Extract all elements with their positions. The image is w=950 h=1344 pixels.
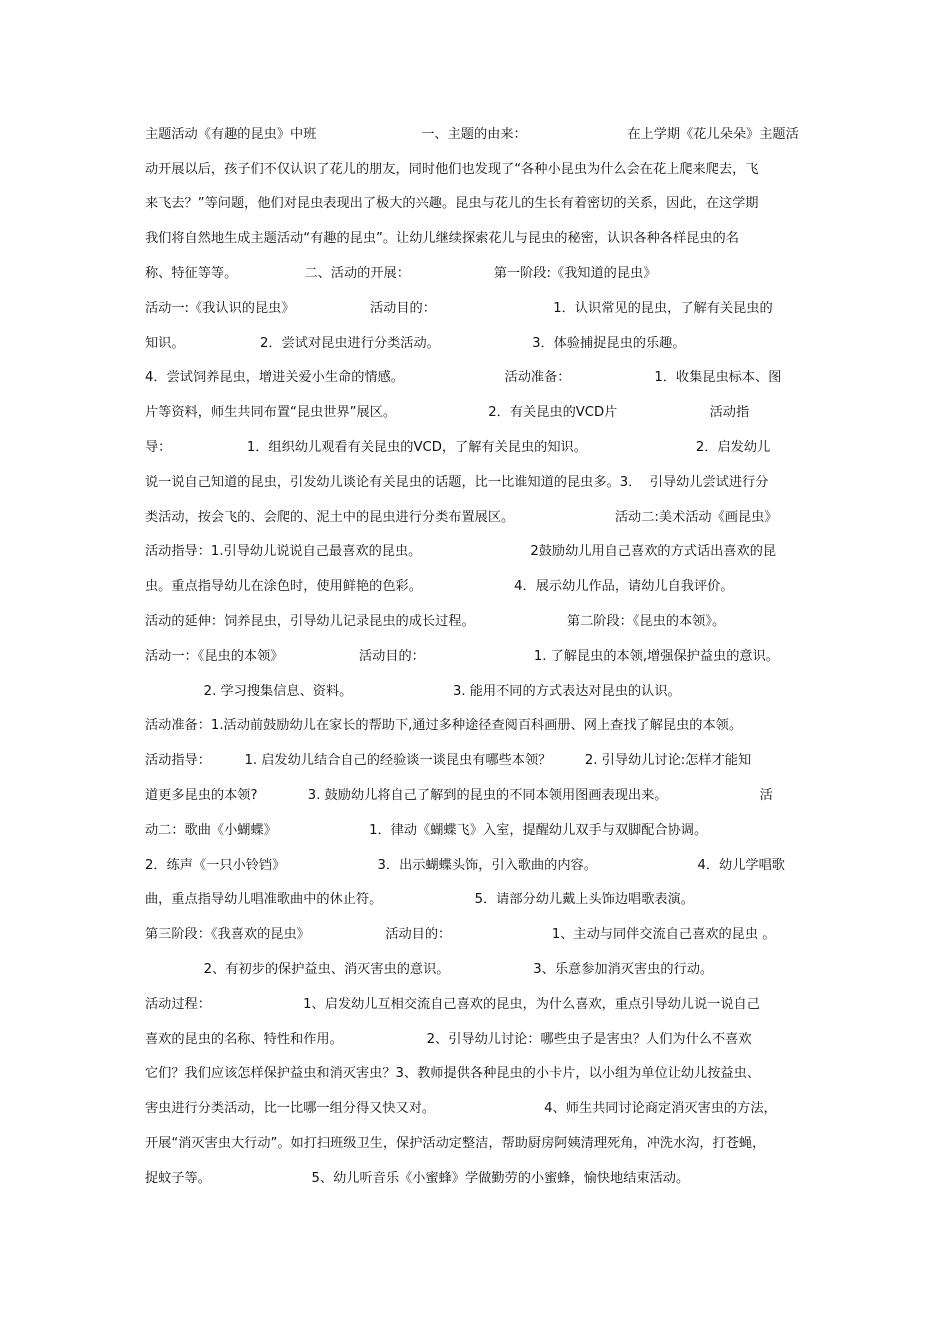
text-line: 动开展以后，孩子们不仅认识了花儿的朋友，同时他们也发现了“各种小昆虫为什么会在花上爬来爬去，飞 <box>145 162 759 177</box>
text-line: 动二：歌曲《小蝴蝶》 1．律动《蝴蝶飞》入室，提醒幼儿双手与双脚配合协调。 <box>145 823 708 838</box>
text-line: 虫。重点指导幼儿在涂色时，使用鲜艳的色彩。 4．展示幼儿作品，请幼儿自我评价。 <box>145 579 734 594</box>
text-line: 捉蚊子等。 5、幼儿听音乐《小蜜蜂》学做勤劳的小蜜蜂，愉快地结束活动。 <box>145 1171 690 1186</box>
text-line: 来飞去？”等问题，他们对昆虫表现出了极大的兴趣。昆虫与花儿的生长有着密切的关系，因此，在这学期 <box>145 196 759 211</box>
text-line: 2．练声《一只小铃铛》 3．出示蝴蝶头饰，引入歌曲的内容。 4．幼儿学唱歌 <box>145 858 785 873</box>
text-line: 活动一:《我认识的昆虫》 活动目的： 1．认识常见的昆虫，了解有关昆虫的 <box>145 301 773 316</box>
text-line: 喜欢的昆虫的名称、特性和作用。 2、引导幼儿讨论：哪些虫子是害虫？人们为什么不喜欢 <box>145 1032 752 1047</box>
text-line: 害虫进行分类活动，比一比哪一组分得又快又对。 4、师生共同讨论商定消灭害虫的方法， <box>145 1101 777 1116</box>
text-line: 活动的延伸：饲养昆虫，引导幼儿记录昆虫的成长过程。 第二阶段：《昆虫的本领》。 <box>145 614 726 629</box>
text-line: 它们？我们应该怎样保护益虫和消灭害虫？3、教师提供各种昆虫的小卡片，以小组为单位让幼儿按益虫、 <box>145 1066 761 1081</box>
text-line: 曲，重点指导幼儿唱准歌曲中的休止符。 5．请部分幼儿戴上头饰边唱歌表演。 <box>145 892 694 907</box>
text-line: 片等资料，师生共同布置“昆虫世界”展区。 2．有关昆虫的VCD片 活动指 <box>145 405 750 420</box>
text-line: 2、有初步的保护益虫、消灭害虫的意识。 3、乐意参加消灭害虫的行动。 <box>145 962 714 977</box>
text-line: 开展“消灭害虫大行动”。如打扫班级卫生，保护活动定整洁，帮助厨房阿姨清理死角，冲洗水沟，打苍蝇， <box>145 1136 766 1151</box>
text-line: 知识。 2．尝试对昆虫进行分类活动。 3．体验捕捉昆虫的乐趣。 <box>145 336 686 351</box>
text-line: 活动指导：1.引导幼儿说说自己最喜欢的昆虫。 2鼓励幼儿用自己喜欢的方式话出喜欢的昆 <box>145 544 777 559</box>
text-line: 类活动，按会飞的、会爬的、泥土中的昆虫进行分类布置展区。 活动二:美术活动《画昆虫》 <box>145 510 778 525</box>
text-line: 活动一：《昆虫的本领》 活动目的： 1. 了解昆虫的本领,增强保护益虫的意识。 <box>145 649 779 664</box>
text-line: 活动指导： 1. 启发幼儿结合自己的经验谈一谈昆虫有哪些本领？ 2. 引导幼儿讨论:怎样才能知 <box>145 753 752 768</box>
text-line: 导： 1．组织幼儿观看有关昆虫的VCD，了解有关昆虫的知识。 2．启发幼儿 <box>145 440 771 455</box>
text-line: 2. 学习搜集信息、资料。 3. 能用不同的方式表达对昆虫的认识。 <box>145 684 681 699</box>
text-line: 我们将自然地生成主题活动“有趣的昆虫”。让幼儿继续探索花儿与昆虫的秘密，认识各种各样昆虫的名 <box>145 231 739 246</box>
text-line: 活动准备：1.活动前鼓励幼儿在家长的帮助下,通过多种途径查阅百科画册、网上查找了解昆虫的本领。 <box>145 718 743 733</box>
text-line: 主题活动《有趣的昆虫》中班 一、主题的由来： 在上学期《花儿朵朵》主题活 <box>145 127 799 142</box>
text-line: 4．尝试饲养昆虫，增进关爱小生命的情感。 活动准备： 1．收集昆虫标本、图 <box>145 370 782 385</box>
text-line: 道更多昆虫的本领? 3. 鼓励幼儿将自己了解到的昆虫的不同本领用图画表现出来。 活 <box>145 788 773 803</box>
text-line: 第三阶段：《我喜欢的昆虫》 活动目的： 1、主动与同伴交流自己喜欢的昆虫 。 <box>145 927 776 942</box>
text-line: 活动过程： 1、启发幼儿互相交流自己喜欢的昆虫，为什么喜欢，重点引导幼儿说一说自己 <box>145 997 760 1012</box>
text-line: 说一说自己知道的昆虫，引发幼儿谈论有关昆虫的话题，比一比谁知道的昆虫多。3． 引导幼儿尝试进行分 <box>145 475 769 490</box>
text-line: 称、特征等等。 二、活动的开展： 第一阶段:《我知道的昆虫》 <box>145 266 657 281</box>
